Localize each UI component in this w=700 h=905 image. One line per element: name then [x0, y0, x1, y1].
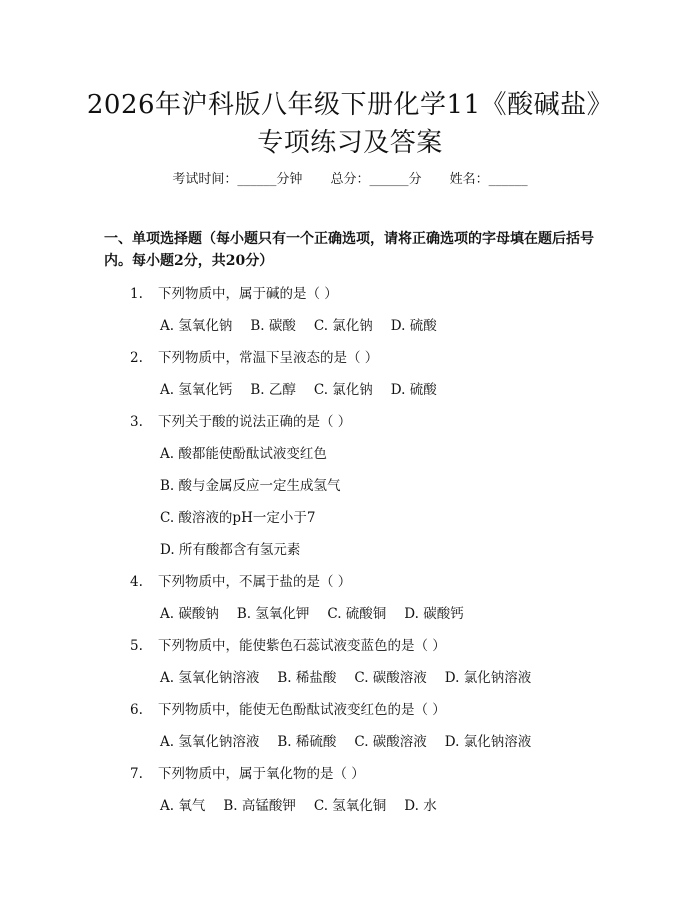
option-3b: B. 酸与金属反应一定生成氢气	[160, 478, 341, 494]
question-text: 下列物质中，能使无色酚酞试液变红色的是（ ）	[158, 702, 446, 718]
options-row-5	[160, 666, 549, 686]
option: D. 碳酸钙	[404, 606, 464, 622]
option: D. 硫酸	[390, 318, 437, 334]
option-3c: C. 酸溶液的pH一定小于7	[160, 510, 316, 526]
option: D. 氯化钠溶液	[444, 670, 532, 686]
options-row-2	[160, 378, 455, 398]
section-heading: 一、单项选择题（每小题只有一个正确选项，请将正确选项的字母填在题后括号内。每小题2分，共20分）	[104, 231, 594, 269]
question-5	[130, 634, 446, 654]
option: B. 稀盐酸	[277, 670, 337, 686]
question-number: 7.	[130, 766, 143, 782]
question-number: 3.	[130, 414, 143, 430]
question-6	[130, 698, 446, 718]
option: A. 碳酸钠	[160, 606, 219, 622]
question-3	[130, 410, 351, 430]
option: C. 氢氧化铜	[313, 798, 387, 814]
question-4	[130, 570, 351, 590]
exam-score: 总分：______分	[330, 172, 422, 187]
option: C. 氯化钠	[313, 318, 373, 334]
question-text: 下列物质中，常温下呈液态的是（ ）	[158, 350, 379, 366]
question-7	[130, 762, 365, 782]
exam-info	[0, 168, 700, 187]
options-row-4	[160, 602, 482, 622]
option: D. 水	[404, 798, 437, 814]
option-3a: A. 酸都能使酚酞试液变红色	[160, 446, 327, 462]
option: A. 氧气	[160, 798, 206, 814]
question-1	[130, 282, 338, 302]
option: A. 氢氧化钠溶液	[160, 734, 260, 750]
option: C. 氯化钠	[313, 382, 373, 398]
option: A. 氢氧化钠	[160, 318, 233, 334]
question-text: 下列物质中，属于碱的是（ ）	[158, 286, 338, 302]
option: D. 氯化钠溶液	[444, 734, 532, 750]
question-number: 6.	[130, 702, 143, 718]
option: C. 碳酸溶液	[354, 734, 427, 750]
question-text: 下列关于酸的说法正确的是（ ）	[158, 414, 352, 430]
question-text: 下列物质中，不属于盐的是（ ）	[158, 574, 352, 590]
question-number: 5.	[130, 638, 143, 654]
option: B. 高锰酸钾	[223, 798, 296, 814]
question-text: 下列物质中，能使紫色石蕊试液变蓝色的是（ ）	[158, 638, 446, 654]
option: B. 乙醇	[250, 382, 296, 398]
document-title-line2: 专项练习及答案	[257, 128, 443, 158]
question-number: 4.	[130, 574, 143, 590]
exam-time: 考试时间：______分钟	[172, 172, 303, 187]
option: B. 稀硫酸	[277, 734, 337, 750]
option-3d: D. 所有酸都含有氢元素	[160, 542, 301, 558]
exam-name: 姓名：______	[449, 172, 528, 187]
option: A. 氢氧化钙	[160, 382, 233, 398]
question-2	[130, 346, 378, 366]
options-row-7	[160, 794, 455, 814]
option: D. 硫酸	[390, 382, 437, 398]
option: B. 碳酸	[250, 318, 296, 334]
question-text: 下列物质中，属于氧化物的是（ ）	[158, 766, 365, 782]
options-row-6	[160, 730, 549, 750]
option: C. 碳酸溶液	[354, 670, 427, 686]
option: B. 氢氧化钾	[236, 606, 310, 622]
option: C. 硫酸铜	[327, 606, 387, 622]
question-number: 2.	[130, 350, 143, 366]
option: A. 氢氧化钠溶液	[160, 670, 260, 686]
question-number: 1.	[130, 286, 143, 302]
document-title-line1: 2026年沪科版八年级下册化学11《酸碱盐》	[86, 90, 614, 120]
options-row-1	[160, 314, 455, 334]
